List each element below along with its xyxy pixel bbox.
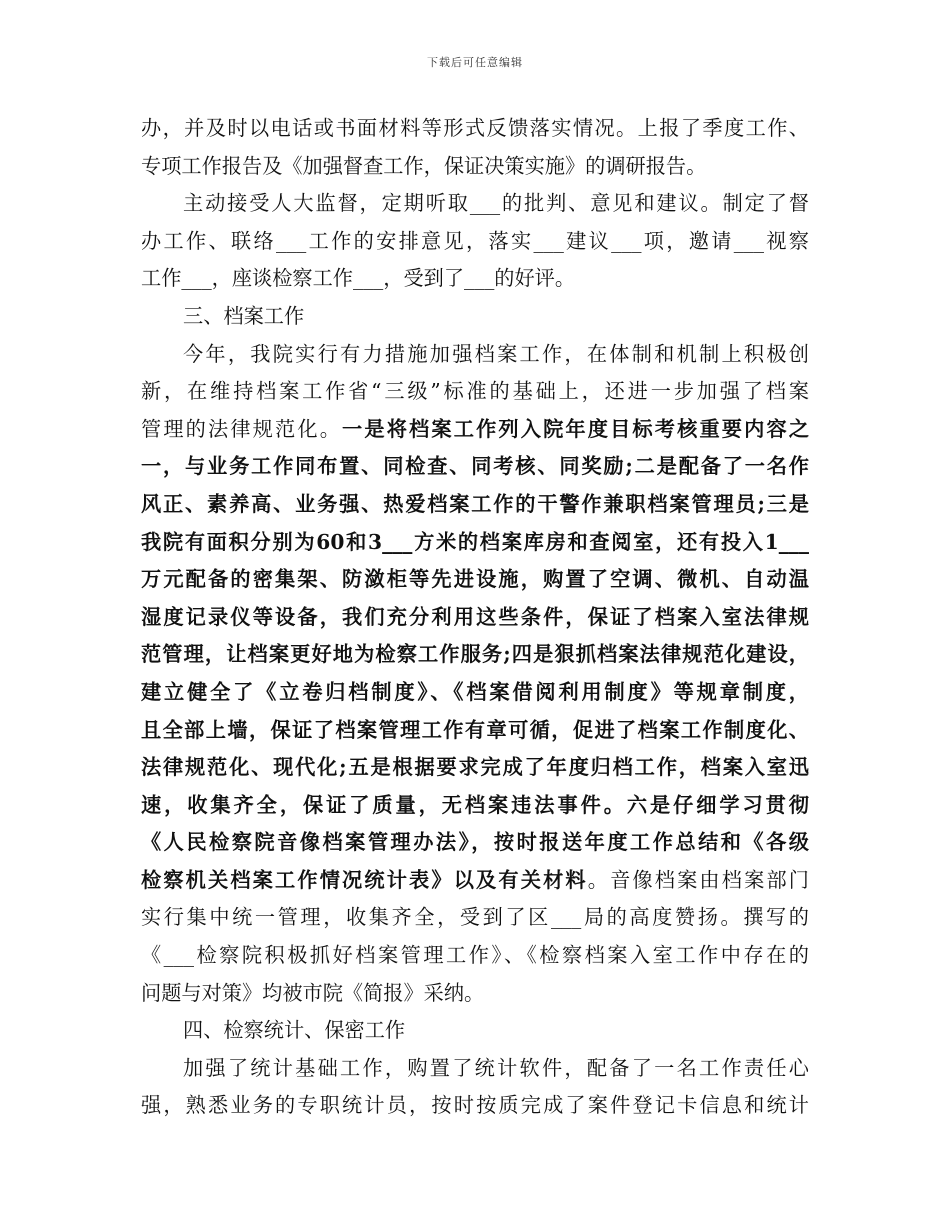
paragraph-text: 。音像档案由档案部门	[587, 867, 809, 892]
paragraph-line: 办，并及时以电话或书面材料等形式反馈落实情况。上报了季度工作、	[141, 116, 809, 140]
bold-paragraph-text: 一是将档案工作列入院年度目标考核重要内容之	[342, 416, 809, 441]
paragraph-line: 工作___，座谈检察工作___，受到了___的好评。	[141, 266, 576, 291]
bold-paragraph-line: 万元配备的密集架、防潋柜等先进设施，购置了空调、微机、自动温	[141, 567, 809, 592]
paragraph-line	[141, 411, 809, 449]
paragraph-line: 新，在维持档案工作省“三级”标准的基础上，还进一步加强了档案	[141, 379, 809, 404]
bold-paragraph-text: 检察机关档案工作情况统计表》以及有关材料	[141, 867, 588, 892]
section-heading: 三、档案工作	[183, 303, 305, 328]
paragraph-text: 管理的法律规范化。	[141, 416, 343, 441]
paragraph-line: 问题与对策》均被市院《简报》采纳。	[141, 980, 485, 1005]
paragraph-line: 主动接受人大监督，定期听取___的批判、意见和建议。制定了督	[183, 191, 809, 216]
paragraph-line: 《___检察院积极抓好档案管理工作》、《检察档案入室工作中存在的	[141, 943, 809, 968]
bold-paragraph-line: 法律规范化、现代化;五是根据要求完成了年度归档工作，档案入室迅	[141, 755, 809, 780]
paragraph-line	[141, 862, 809, 900]
bold-paragraph-line: 建立健全了《立卷归档制度》、《档案借阅利用制度》等规章制度，	[141, 679, 809, 704]
bold-paragraph-line: 一，与业务工作同布置、同检查、同考核、同奖励;二是配备了一名作	[141, 454, 809, 479]
paragraph-line: 办工作、联络___工作的安排意见，落实___建议___项，邀请___视察	[141, 228, 809, 253]
bold-paragraph-line: 风正、素养高、业务强、热爱档案工作的干警作兼职档案管理员;三是	[141, 491, 809, 516]
bold-paragraph-line: 湿度记录仪等设备，我们充分利用这些条件，保证了档案入室法律规	[141, 604, 809, 629]
bold-paragraph-line: 范管理，让档案更好地为检察工作服务;四是狠抓档案法律规范化建设，	[141, 642, 809, 667]
section-heading: 四、检察统计、保密工作	[183, 1018, 406, 1043]
paragraph-line: 今年，我院实行有力措施加强档案工作，在体制和机制上积极创	[183, 341, 809, 366]
bold-paragraph-line: 《人民检察院音像档案管理办法》，按时报送年度工作总结和《各级	[141, 830, 809, 855]
paragraph-line: 专项工作报告及《加强督查工作，保证决策实施》的调研报告。	[141, 153, 707, 178]
bold-paragraph-line: 我院有面积分别为60和3___方米的档案库房和查阅室，还有投入1___	[141, 529, 809, 554]
page-header: 下载后可任意编辑	[427, 56, 523, 69]
bold-paragraph-line: 且全部上墙，保证了档案管理工作有章可循，促进了档案工作制度化、	[141, 717, 809, 742]
document-body	[141, 110, 809, 1125]
bold-paragraph-line: 速，收集齐全，保证了质量，无档案违法事件。六是仔细学习贯彻	[141, 792, 809, 817]
paragraph-line: 加强了统计基础工作，购置了统计软件，配备了一名工作责任心	[183, 1055, 809, 1080]
paragraph-line: 实行集中统一管理，收集齐全，受到了区___局的高度赞扬。撰写的	[141, 905, 809, 930]
paragraph-line: 强，熟悉业务的专职统计员，按时按质完成了案件登记卡信息和统计	[141, 1093, 809, 1118]
